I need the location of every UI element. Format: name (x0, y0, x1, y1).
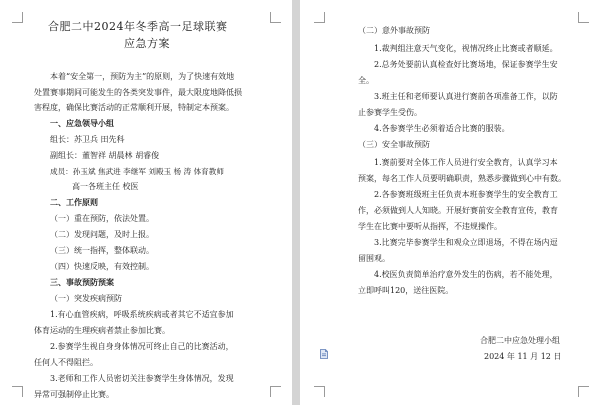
subsection-heading: （二）意外事故预防 (358, 26, 430, 35)
document-page-right (300, 0, 600, 405)
crop-mark (314, 12, 325, 23)
section-heading-prevention: 三、事故预防预案 (50, 278, 114, 287)
crop-mark (270, 12, 281, 23)
list-item-line: 2.总务处要前认真检查好比赛场地，保证参赛学生安 (374, 60, 558, 69)
list-item-line: 4.校医负责简单治疗意外发生的伤病，若不能处理， (374, 270, 558, 279)
list-item-line: 学生在比赛中要听从指挥，不违规操作。 (358, 222, 502, 231)
list-item-line: 预案，每名工作人员要明确职责，熟悉步骤做到心中有数。 (358, 174, 566, 183)
crop-mark (578, 12, 589, 23)
members-line: 成员：孙玉斌 焦武进 李继军 刘殿玉 杨 涛 体育教师 (50, 167, 224, 176)
list-item-line: 体育运动的生理疾病者禁止参加比赛。 (34, 326, 170, 335)
principle-item: （二）发现问题，及时上报。 (50, 230, 154, 239)
crop-mark (12, 12, 23, 23)
list-item-line: 3.班主任和老师要认真进行赛前各项准备工作，以防 (374, 92, 558, 101)
section-heading-principles: 二、工作原则 (50, 198, 98, 207)
leader-line: 组长：苏卫兵 田先科 (50, 135, 125, 144)
document-page-left (0, 0, 292, 405)
list-item-line: 3.比赛完毕参赛学生和观众立即退场，不得在场内逗 (374, 238, 558, 247)
list-item-line: 3.老师和工作人员密切关注参赛学生身体情况，发现 (50, 374, 234, 383)
signature-organization: 合肥二中应急处理小组 (480, 336, 560, 345)
intro-line: 处置赛事期间可能发生的各类突发事件，最大限度地降低损 (34, 88, 242, 97)
list-item-line: 2.各参赛班级班主任负责本班参赛学生的安全教育工 (374, 190, 558, 199)
list-item-line: 2.参赛学生视自身身体情况可终止自己的比赛活动， (50, 342, 234, 351)
subsection-heading: （三）安全事故预防 (358, 140, 430, 149)
crop-mark (314, 386, 325, 397)
document-icon[interactable] (319, 349, 329, 359)
section-heading-leadership: 一、应急领导小组 (50, 119, 114, 128)
principle-item: （三）统一指挥，整体联动。 (50, 246, 154, 255)
crop-mark (12, 386, 23, 397)
list-item-line: 1.裁判组注意天气变化，视情况终止比赛或者顺延。 (374, 44, 558, 53)
list-item-line: 1.赛前要对全体工作人员进行安全教育，认真学习本 (374, 158, 558, 167)
list-item-line: 作，必须做到人人知晓。开展好赛前安全教育宣传，教育 (358, 206, 558, 215)
crop-mark (578, 386, 589, 397)
principle-item: （一）重在预防，依法处置。 (50, 214, 154, 223)
vice-leader-line: 副组长：董智祥 胡晨林 胡睿俊 (50, 151, 160, 160)
members-line: 高一各班主任 校医 (72, 182, 139, 191)
list-item-line: 留围观。 (358, 254, 390, 263)
list-item-line: 异常可强制停止比赛。 (34, 390, 114, 399)
signature-date: 2024 年 11 月 12 日 (484, 352, 562, 361)
intro-line: 本着“安全第一，预防为主”的原则，为了快速有效地 (50, 72, 235, 81)
document-title: 合肥二中2024年冬季高一足球联赛 (48, 20, 228, 33)
list-item-line: 立即呼叫120，送往医院。 (358, 286, 454, 295)
subsection-heading: （一）突发疾病预防 (50, 294, 122, 303)
list-item-line: 全。 (358, 76, 374, 85)
document-subtitle: 应急方案 (124, 37, 170, 50)
crop-mark (270, 386, 281, 397)
list-item-line: 1.有心血管疾病，呼吸系统疾病或者其它不适宜参加 (50, 310, 234, 319)
intro-line: 害程度，确保比赛活动的正常顺利开展，特制定本预案。 (34, 103, 234, 112)
list-item-line: 止参赛学生受伤。 (358, 108, 422, 117)
list-item-line: 任何人不得阻拦。 (34, 358, 98, 367)
principle-item: （四）快速反映，有效控制。 (50, 262, 154, 271)
list-item-line: 4.各参赛学生必须着适合比赛的服装。 (374, 124, 510, 133)
